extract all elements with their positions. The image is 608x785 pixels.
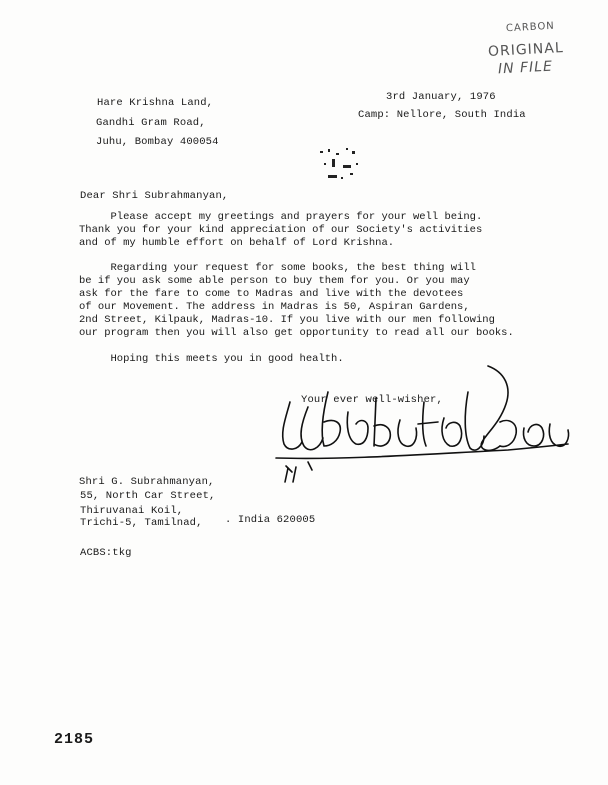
letter-date: 3rd January, 1976 (386, 91, 496, 103)
in-file-stamp: IN FILE (497, 58, 554, 78)
carbon-stamp: CARBON (505, 20, 556, 35)
body-p2-line4: of our Movement. The address in Madras is 50, Aspiran Gardens, (79, 301, 470, 313)
signature (268, 362, 573, 482)
reference-initials: ACBS:tkg (80, 547, 132, 559)
sender-address-line3: Juhu, Bombay 400054 (96, 136, 219, 148)
body-p1-line3: and of my humble effort on behalf of Lord Krishna. (79, 237, 395, 249)
page-number: 2185 (54, 731, 95, 748)
camp-location: Camp: Nellore, South India (358, 109, 526, 121)
original-stamp: ORIGINAL (487, 40, 565, 60)
closing: Your ever well-wisher, (301, 394, 443, 406)
body-p3: Hoping this meets you in good health. (79, 353, 344, 365)
ink-mark (316, 145, 366, 190)
recipient-line1: Shri G. Subrahmanyan, (79, 476, 215, 488)
sender-address-line2: Gandhi Gram Road, (96, 117, 206, 129)
sender-address-line1: Hare Krishna Land, (97, 97, 214, 109)
recipient-country: . India 620005 (225, 514, 316, 526)
recipient-line4: Trichi-5, Tamilnad, (80, 517, 203, 529)
signature-underline (282, 464, 304, 486)
body-p1-line1: Please accept my greetings and prayers for your well being. (79, 211, 483, 223)
salutation: Dear Shri Subrahmanyan, (80, 190, 229, 202)
body-p2-line2: be if you ask some able person to buy them for you. Or you may (79, 275, 470, 287)
body-p2-line6: our program then you will also get opportunity to read all our books. (79, 327, 514, 339)
recipient-line2: 55, North Car Street, (80, 490, 216, 502)
body-p1-line2: Thank you for your kind appreciation of our Society's activities (79, 224, 483, 236)
body-p2-line3: ask for the fare to come to Madras and live with the devotees (79, 288, 464, 300)
recipient-line3: Thiruvanai Koil, (80, 505, 184, 517)
body-p2-line5: 2nd Street, Kilpauk, Madras-10. If you live with our men following (79, 314, 495, 326)
body-p2-line1: Regarding your request for some books, the best thing will (79, 262, 476, 274)
